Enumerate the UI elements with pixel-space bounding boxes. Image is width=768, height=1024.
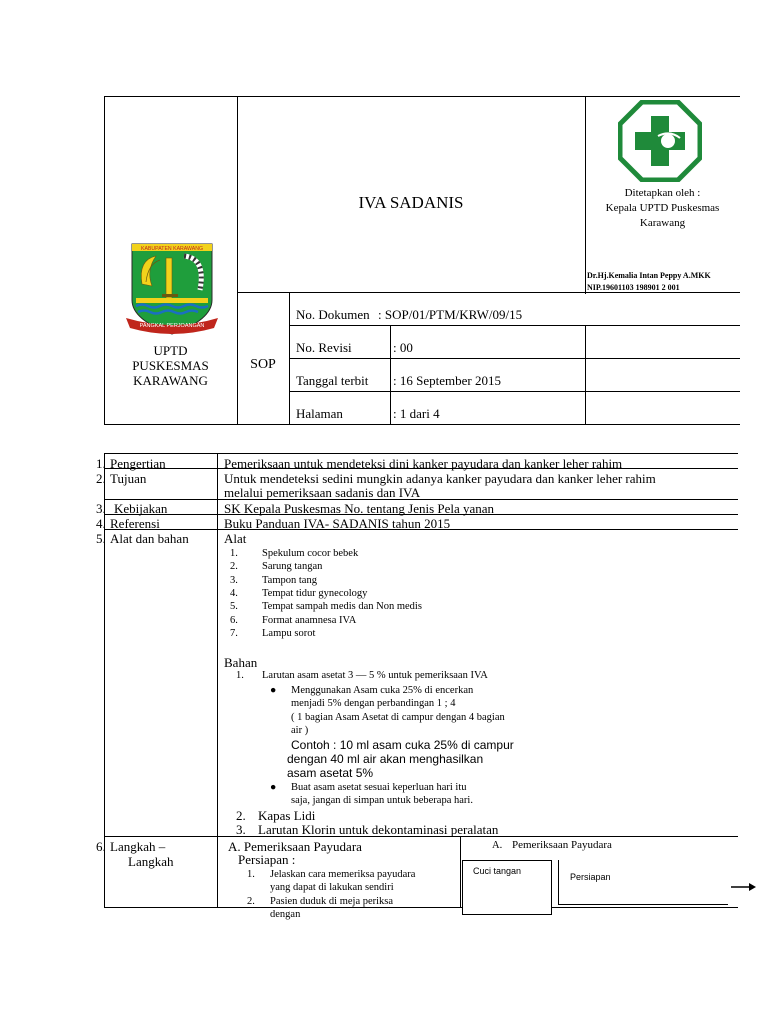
alat-item-text: Tempat sampah medis dan Non medis bbox=[262, 601, 422, 612]
section-1-text: Pemeriksaan untuk mendeteksi dini kanker payudara dan kanker leher rahim bbox=[224, 456, 623, 471]
alat-item-number: 2. bbox=[230, 561, 238, 572]
section-6-heading-a: A. Pemeriksaan Payudara bbox=[228, 839, 362, 854]
step-number: 2. bbox=[247, 896, 255, 907]
health-cross-logo bbox=[618, 100, 702, 182]
logo-band-text: KABUPATEN KARAWANG bbox=[141, 246, 203, 252]
bullet-icon: ● bbox=[270, 782, 277, 793]
section-1-label: Pengertian bbox=[110, 456, 166, 471]
bullet-1-line: ( 1 bagian Asam Asetat di campur dengan 4 bagian bbox=[291, 712, 505, 723]
logo-ribbon-text: PANGKAL PERJOANGAN bbox=[139, 323, 205, 329]
alat-item-text: Tempat tidur gynecology bbox=[262, 588, 368, 599]
section-1-number: 1. bbox=[96, 456, 106, 471]
flow-heading: Pemeriksaan Payudara bbox=[512, 839, 612, 851]
field-value-page: : 1 dari 4 bbox=[393, 406, 440, 421]
alat-item-number: 1. bbox=[230, 548, 238, 559]
bullet-icon: ● bbox=[270, 685, 277, 696]
section-4-label: Referensi bbox=[110, 516, 160, 531]
section-3-label: Kebijakan bbox=[114, 501, 168, 516]
alat-item-text: Spekulum cocor bebek bbox=[262, 548, 359, 559]
bahan-item-number: 1. bbox=[236, 670, 244, 681]
field-value-issue-date: : 16 September 2015 bbox=[393, 373, 501, 388]
section-4-number: 4. bbox=[96, 516, 106, 531]
bahan-item-text: Larutan asam asetat 3 — 5 % untuk pemeriksaan IVA bbox=[262, 670, 488, 681]
section-5-number: 5. bbox=[96, 531, 106, 546]
bahan-item-number: 2. bbox=[236, 808, 246, 823]
doc-type-label: SOP bbox=[250, 357, 276, 372]
section-2-text-line-1: Untuk mendeteksi sedini mungkin adanya kanker payudara dan kanker leher rahim bbox=[224, 471, 656, 486]
section-2-label: Tujuan bbox=[110, 471, 147, 486]
contoh-line: asam asetat 5% bbox=[287, 766, 374, 780]
section-6-label-line-1: Langkah – bbox=[110, 839, 166, 854]
bahan-item-number: 3. bbox=[236, 822, 246, 837]
alat-item-number: 5. bbox=[230, 601, 238, 612]
bullet-1-line: Menggunakan Asam cuka 25% di encerkan bbox=[291, 685, 474, 696]
flow-heading-number: A. bbox=[492, 840, 503, 851]
section-3-text: SK Kepala Puskesmas No. tentang Jenis Pela yanan bbox=[224, 501, 495, 516]
flow-box-cuci-tangan bbox=[462, 860, 552, 915]
contoh-line: dengan 40 ml air akan menghasilkan bbox=[287, 752, 484, 766]
arrow-right-icon bbox=[731, 880, 757, 892]
step-line: dengan bbox=[270, 909, 301, 920]
field-label-doc-number: No. Dokumen bbox=[296, 307, 370, 322]
org-line-1: UPTD bbox=[153, 343, 188, 358]
alat-item-text: Format anamnesa IVA bbox=[262, 615, 357, 626]
section-2-number: 2. bbox=[96, 471, 106, 486]
alat-heading: Alat bbox=[224, 531, 247, 546]
field-label-page: Halaman bbox=[296, 406, 343, 421]
karawang-emblem-logo bbox=[122, 238, 222, 338]
persiapan-label: Persiapan : bbox=[238, 852, 296, 867]
bahan-heading: Bahan bbox=[224, 655, 258, 670]
field-value-revision: : 00 bbox=[393, 340, 413, 355]
bullet-1-line: menjadi 5% dengan perbandingan 1 ; 4 bbox=[291, 698, 456, 709]
set-by-line-3: Karawang bbox=[639, 217, 686, 229]
field-label-issue-date: Tanggal terbit bbox=[296, 373, 369, 388]
signer-nip: NIP.19601103 198901 2 001 bbox=[587, 283, 680, 292]
alat-item-text: Sarung tangan bbox=[262, 561, 323, 572]
org-line-3: KARAWANG bbox=[133, 373, 208, 388]
bullet-1-line: air ) bbox=[291, 725, 309, 736]
step-line: Jelaskan cara memeriksa payudara bbox=[270, 869, 416, 880]
alat-item-text: Tampon tang bbox=[262, 575, 317, 586]
signer-name: Dr.Hj.Kemalia Intan Peppy A.MKK bbox=[587, 271, 711, 280]
alat-item-number: 3. bbox=[230, 575, 238, 586]
field-label-revision: No. Revisi bbox=[296, 340, 352, 355]
step-number: 1. bbox=[247, 869, 255, 880]
section-6-label-line-2: Langkah bbox=[128, 854, 174, 869]
alat-item-number: 6. bbox=[230, 615, 238, 626]
set-by-line-1: Ditetapkan oleh : bbox=[624, 187, 701, 199]
page-title: IVA SADANIS bbox=[358, 193, 464, 212]
flow-box-label: Cuci tangan bbox=[473, 866, 522, 876]
section-4-text: Buku Panduan IVA- SADANIS tahun 2015 bbox=[224, 516, 451, 531]
bullet-2-line: saja, jangan di simpan untuk beberapa hari. bbox=[291, 795, 473, 806]
section-2-text-line-2: melalui pemeriksaan sadanis dan IVA bbox=[224, 485, 421, 500]
org-line-2: PUSKESMAS bbox=[132, 358, 209, 373]
flow-box-label: Persiapan bbox=[570, 872, 611, 882]
section-6-number: 6. bbox=[96, 839, 106, 854]
flow-box-persiapan-border bbox=[558, 904, 728, 905]
bahan-item-text: Larutan Klorin untuk dekontaminasi peralatan bbox=[258, 822, 499, 837]
flow-box-persiapan-border bbox=[558, 860, 559, 905]
step-line: Pasien duduk di meja periksa bbox=[270, 896, 394, 907]
section-5-label: Alat dan bahan bbox=[110, 531, 189, 546]
bahan-item-text: Kapas Lidi bbox=[258, 808, 316, 823]
contoh-line: Contoh : 10 ml asam cuka 25% di campur bbox=[291, 738, 514, 752]
section-3-number: 3. bbox=[96, 501, 106, 516]
alat-item-number: 4. bbox=[230, 588, 238, 599]
set-by-line-2: Kepala UPTD Puskesmas bbox=[605, 202, 720, 214]
step-line: yang dapat di lakukan sendiri bbox=[270, 882, 394, 893]
bullet-2-line: Buat asam asetat sesuai keperluan hari itu bbox=[291, 782, 467, 793]
alat-item-number: 7. bbox=[230, 628, 238, 639]
field-value-doc-number: : SOP/01/PTM/KRW/09/15 bbox=[378, 307, 523, 322]
alat-item-text: Lampu sorot bbox=[262, 628, 316, 639]
